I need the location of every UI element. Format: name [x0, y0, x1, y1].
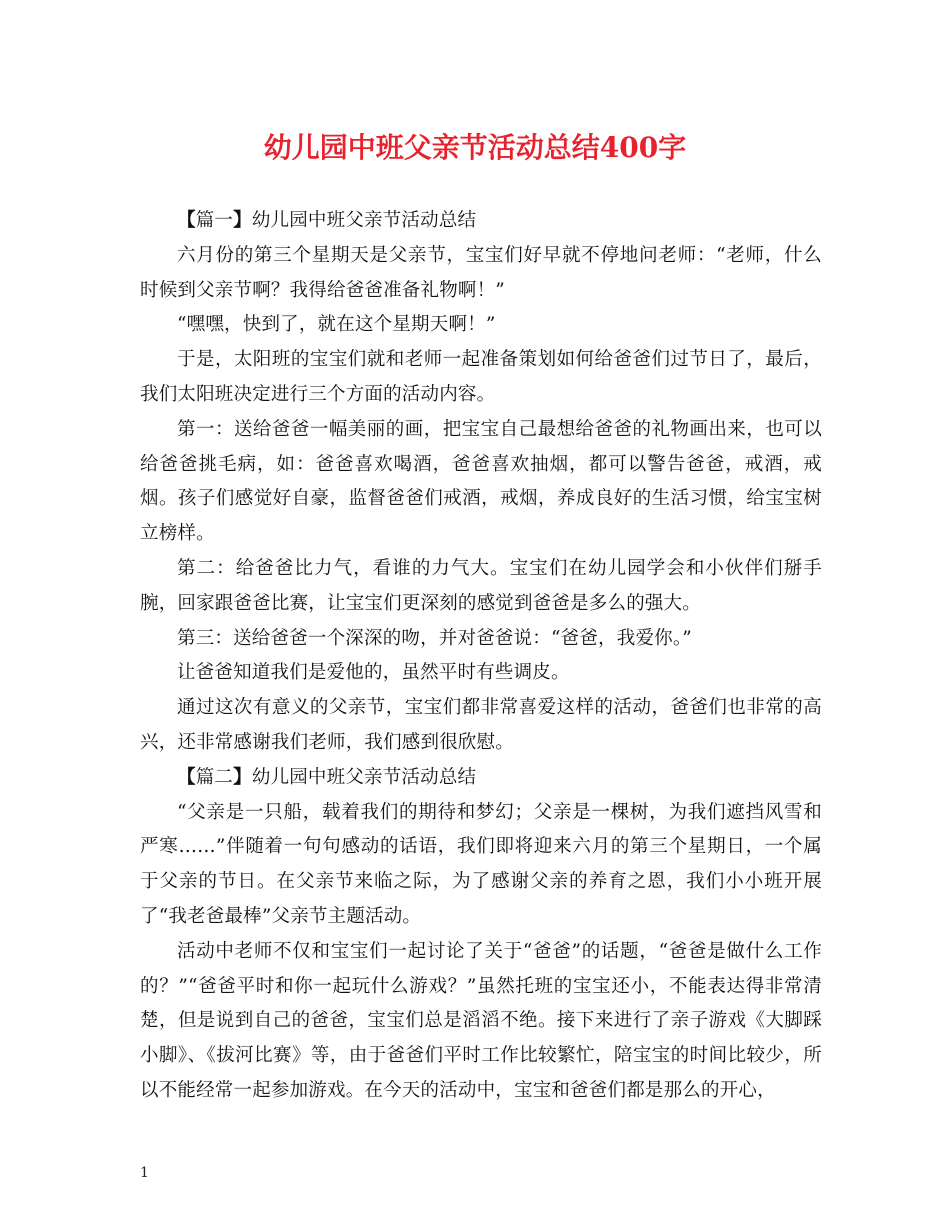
paragraph: 通过这次有意义的父亲节，宝宝们都非常喜爱这样的活动，爸爸们也非常的高兴，还非常感谢我们老师，我们感到很欣慰。	[140, 697, 822, 753]
paragraph: 第一：送给爸爸一幅美丽的画，把宝宝自己最想给爸爸的礼物画出来，也可以给爸爸挑毛病，如：爸爸喜欢喝酒，爸爸喜欢抽烟，都可以警告爸爸，戒酒，戒烟。孩子们感觉好自豪，监督爸爸们戒酒，戒烟，养成良好的生活习惯，给宝宝树立榜样。	[140, 418, 822, 545]
heading-bracket-open: 【	[177, 766, 196, 788]
paragraph: 第三：送给爸爸一个深深的吻，并对爸爸说：“爸爸，我爱你。”	[177, 627, 692, 649]
section-heading-2	[140, 761, 822, 796]
heading-text: 幼儿园中班父亲节活动总结	[251, 210, 477, 231]
section-heading-1	[140, 204, 822, 239]
paragraph: “父亲是一只船，载着我们的期待和梦幻；父亲是一棵树，为我们遮挡风雪和严寒……”伴随着一句句感动的话语，我们即将迎来六月的第三个星期日，一个属于父亲的节日。在父亲节来临之际，为了感谢父亲的养育之恩，我们小小班开展了“我老爸最棒”父亲节主题活动。	[140, 801, 822, 927]
paragraph: 于是，太阳班的宝宝们就和老师一起准备策划如何给爸爸们过节日了，最后，我们太阳班决定进行三个方面的活动内容。	[140, 349, 822, 405]
heading-label: 篇一	[195, 210, 234, 231]
page-number: 1	[140, 1165, 149, 1181]
paragraph: 活动中老师不仅和宝宝们一起讨论了关于“爸爸”的话题，“爸爸是做什么工作的？”“爸爸平时和你一起玩什么游戏？”虽然托班的宝宝还小，不能表达得非常清楚，但是说到自己的爸爸，宝宝们总是滔滔不绝。接下来进行了亲子游戏《大脚踩小脚》、《拔河比赛》等，由于爸爸们平时工作比较繁忙，陪宝宝的时间比较少，所以不能经常一起参加游戏。在今天的活动中，宝宝和爸爸们都是那么的开心，	[140, 940, 822, 1101]
heading-bracket-close: 】	[233, 210, 252, 231]
paragraph: 六月份的第三个星期天是父亲节，宝宝们好早就不停地问老师：“老师，什么时候到父亲节啊？我得给爸爸准备礼物啊！”	[140, 244, 822, 301]
heading-label: 篇二	[195, 766, 234, 788]
heading-bracket-close: 】	[233, 766, 252, 788]
paragraph: 第二：给爸爸比力气，看谁的力气大。宝宝们在幼儿园学会和小伙伴们掰手腕，回家跟爸爸比赛，让宝宝们更深刻的感觉到爸爸是多么的强大。	[140, 557, 822, 614]
paragraph: 让爸爸知道我们是爱他的，虽然平时有些调皮。	[177, 662, 570, 684]
document-title: 幼儿园中班父亲节活动总结400字	[263, 131, 687, 164]
paragraph: “嘿嘿，快到了，就在这个星期天啊！”	[177, 314, 496, 336]
document-body	[140, 204, 822, 1109]
heading-text: 幼儿园中班父亲节活动总结	[251, 766, 477, 788]
heading-bracket-open: 【	[177, 210, 196, 231]
